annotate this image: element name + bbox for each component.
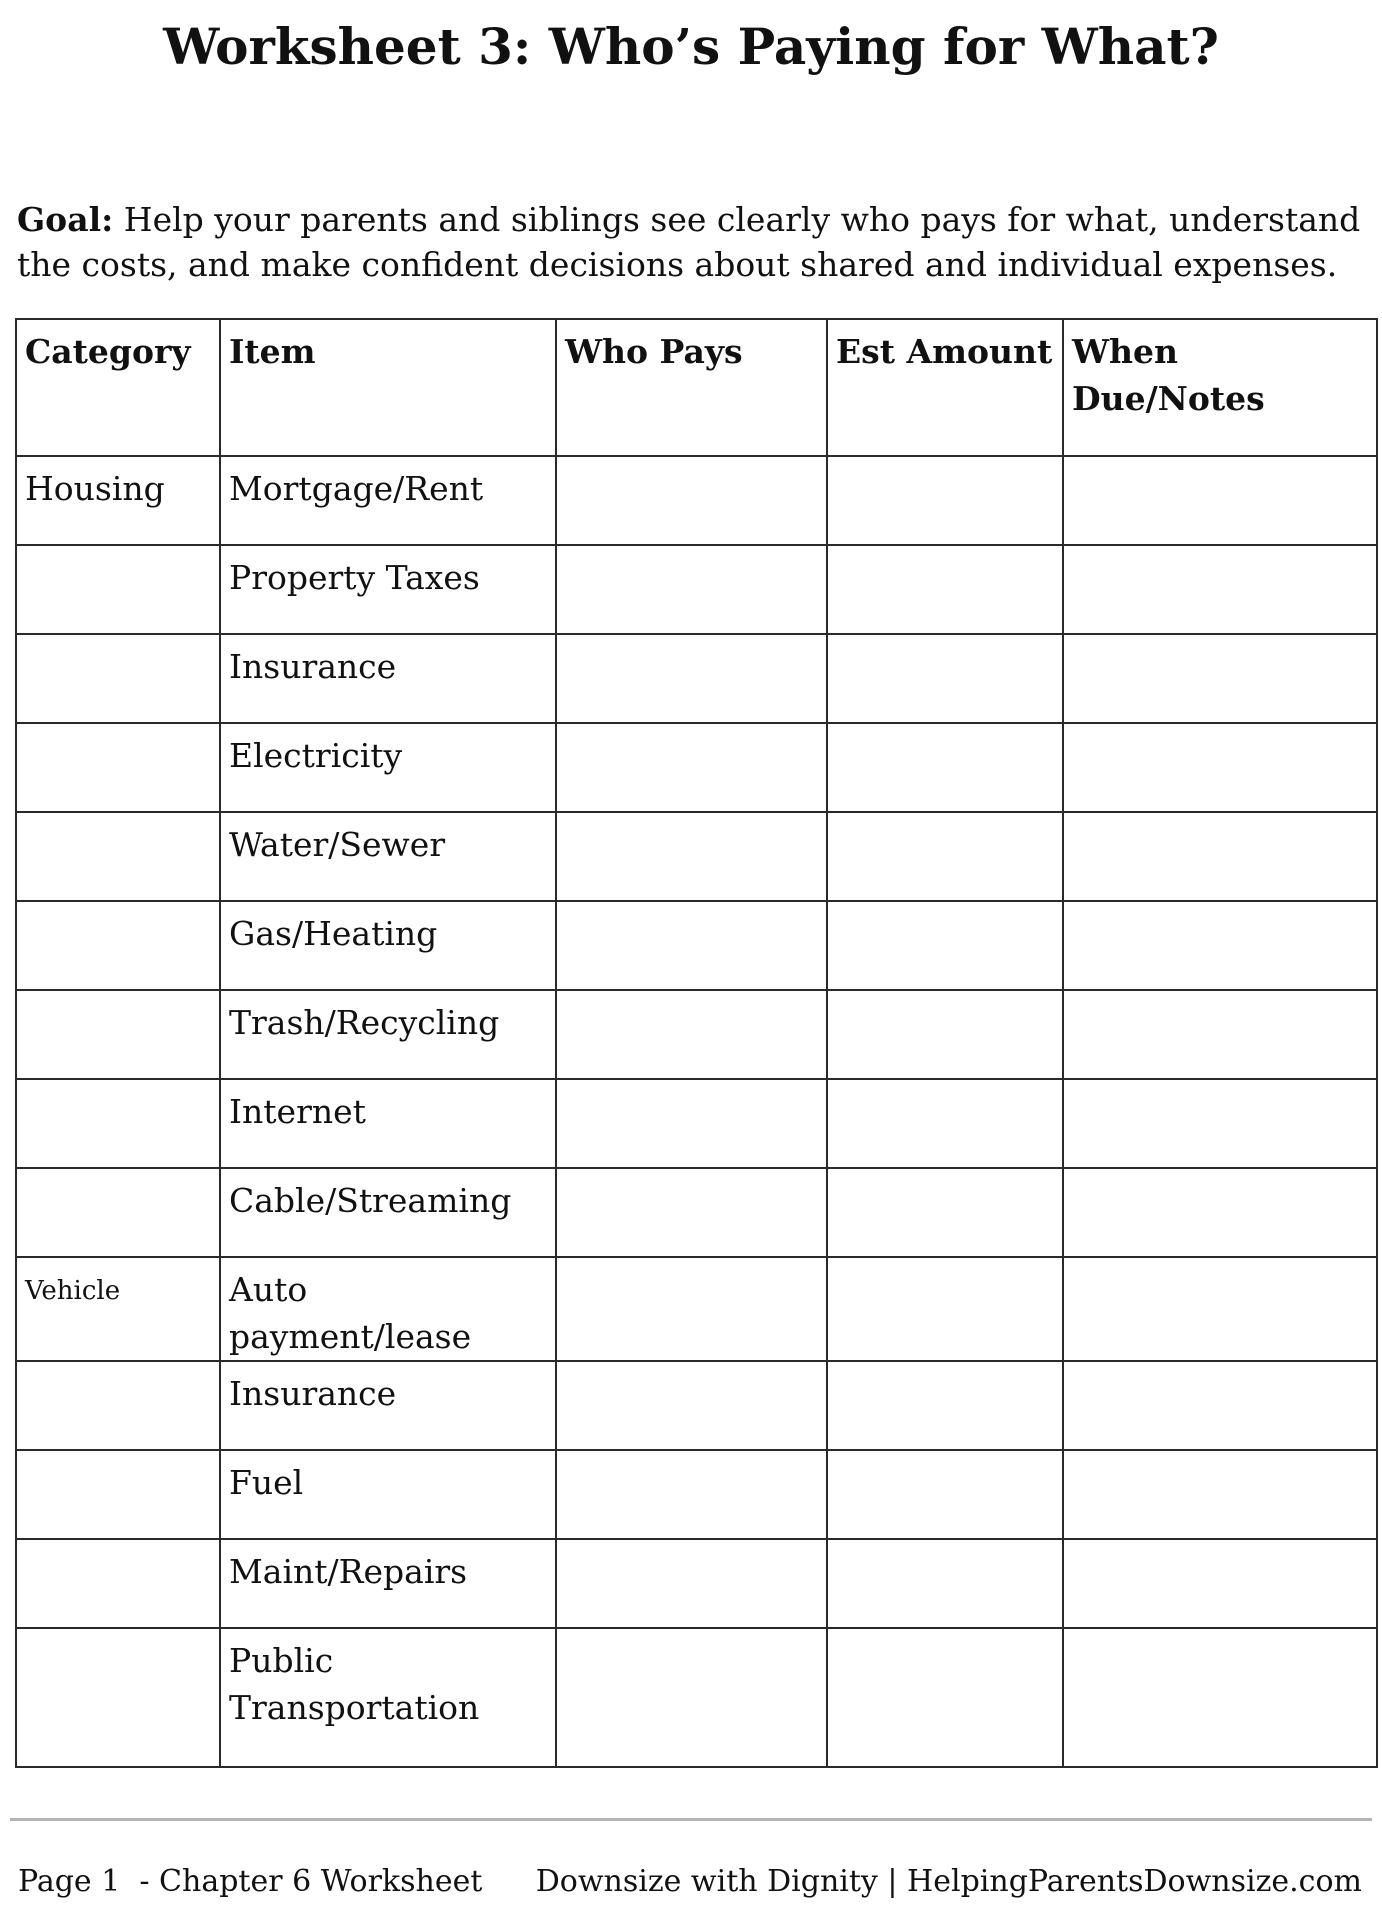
est-amount-cell[interactable] [827, 901, 1063, 990]
table-row [16, 545, 1377, 634]
item-cell: Maint/Repairs [220, 1539, 556, 1628]
table-row [16, 1257, 1377, 1361]
item-cell: Insurance [220, 634, 556, 723]
est-amount-cell[interactable] [827, 1450, 1063, 1539]
who-pays-cell[interactable] [556, 1168, 827, 1257]
est-amount-cell[interactable] [827, 1079, 1063, 1168]
est-amount-cell[interactable] [827, 1257, 1063, 1361]
category-cell [16, 1168, 220, 1257]
when-due-notes-cell[interactable] [1063, 545, 1377, 634]
category-cell [16, 723, 220, 812]
category-cell [16, 545, 220, 634]
category-cell [16, 990, 220, 1079]
when-due-notes-cell[interactable] [1063, 812, 1377, 901]
header-category: Category [16, 319, 220, 456]
table-header-row [16, 319, 1377, 456]
item-cell: Gas/Heating [220, 901, 556, 990]
table-row [16, 901, 1377, 990]
table-row [16, 1628, 1377, 1767]
when-due-notes-cell[interactable] [1063, 901, 1377, 990]
category-cell [16, 634, 220, 723]
who-pays-cell[interactable] [556, 1361, 827, 1450]
header-item: Item [220, 319, 556, 456]
when-due-notes-cell[interactable] [1063, 1257, 1377, 1361]
item-cell: Electricity [220, 723, 556, 812]
category-cell: Vehicle [16, 1257, 220, 1361]
who-pays-cell[interactable] [556, 990, 827, 1079]
table-row [16, 1079, 1377, 1168]
item-cell: Property Taxes [220, 545, 556, 634]
item-cell: Trash/Recycling [220, 990, 556, 1079]
table-row [16, 456, 1377, 545]
page-title: Worksheet 3: Who’s Paying for What? [163, 17, 1219, 76]
est-amount-cell[interactable] [827, 1539, 1063, 1628]
category-cell [16, 1628, 220, 1767]
item-cell: Cable/Streaming [220, 1168, 556, 1257]
who-pays-cell[interactable] [556, 1450, 827, 1539]
item-cell: Fuel [220, 1450, 556, 1539]
footer-page-info: Page 1 - Chapter 6 Worksheet [18, 1864, 483, 1899]
est-amount-cell[interactable] [827, 723, 1063, 812]
who-pays-cell[interactable] [556, 1257, 827, 1361]
when-due-notes-cell[interactable] [1063, 634, 1377, 723]
est-amount-cell[interactable] [827, 545, 1063, 634]
item-cell: Mortgage/Rent [220, 456, 556, 545]
who-pays-cell[interactable] [556, 901, 827, 990]
header-when-due-notes: When Due/Notes [1063, 319, 1377, 456]
when-due-notes-cell[interactable] [1063, 1361, 1377, 1450]
item-cell: Insurance [220, 1361, 556, 1450]
item-cell: Internet [220, 1079, 556, 1168]
category-cell: Housing [16, 456, 220, 545]
who-pays-cell[interactable] [556, 723, 827, 812]
when-due-notes-cell[interactable] [1063, 1168, 1377, 1257]
category-cell [16, 1079, 220, 1168]
when-due-notes-cell[interactable] [1063, 723, 1377, 812]
who-pays-cell[interactable] [556, 456, 827, 545]
table-row [16, 634, 1377, 723]
who-pays-cell[interactable] [556, 812, 827, 901]
est-amount-cell[interactable] [827, 1168, 1063, 1257]
goal-label: Goal: [17, 200, 114, 239]
goal-paragraph [17, 197, 1367, 287]
item-cell: Water/Sewer [220, 812, 556, 901]
category-cell [16, 901, 220, 990]
when-due-notes-cell[interactable] [1063, 456, 1377, 545]
table-row [16, 1450, 1377, 1539]
when-due-notes-cell[interactable] [1063, 1539, 1377, 1628]
table-row [16, 812, 1377, 901]
category-cell [16, 1361, 220, 1450]
when-due-notes-cell[interactable] [1063, 1628, 1377, 1767]
category-cell [16, 812, 220, 901]
header-est-amount: Est Amount [827, 319, 1063, 456]
est-amount-cell[interactable] [827, 990, 1063, 1079]
who-pays-cell[interactable] [556, 1539, 827, 1628]
table-row [16, 990, 1377, 1079]
who-pays-cell[interactable] [556, 634, 827, 723]
table-row [16, 1168, 1377, 1257]
footer-site-credit: Downsize with Dignity | HelpingParentsDownsize.com [535, 1864, 1362, 1899]
when-due-notes-cell[interactable] [1063, 1079, 1377, 1168]
when-due-notes-cell[interactable] [1063, 1450, 1377, 1539]
who-pays-cell[interactable] [556, 1079, 827, 1168]
category-cell [16, 1450, 220, 1539]
category-cell [16, 1539, 220, 1628]
table-row [16, 723, 1377, 812]
est-amount-cell[interactable] [827, 456, 1063, 545]
when-due-notes-cell[interactable] [1063, 990, 1377, 1079]
table-row [16, 1361, 1377, 1450]
item-cell: Auto payment/lease [220, 1257, 556, 1361]
est-amount-cell[interactable] [827, 634, 1063, 723]
who-pays-cell[interactable] [556, 545, 827, 634]
header-who-pays: Who Pays [556, 319, 827, 456]
est-amount-cell[interactable] [827, 1628, 1063, 1767]
who-pays-cell[interactable] [556, 1628, 827, 1767]
est-amount-cell[interactable] [827, 1361, 1063, 1450]
expense-table [15, 318, 1378, 1768]
item-cell: Public Transportation [220, 1628, 556, 1767]
goal-text: Help your parents and siblings see clearly who pays for what, understand the costs, and make confident decisions about shared and individual expenses. [17, 200, 1361, 284]
footer-divider [10, 1818, 1372, 1821]
est-amount-cell[interactable] [827, 812, 1063, 901]
table-row [16, 1539, 1377, 1628]
